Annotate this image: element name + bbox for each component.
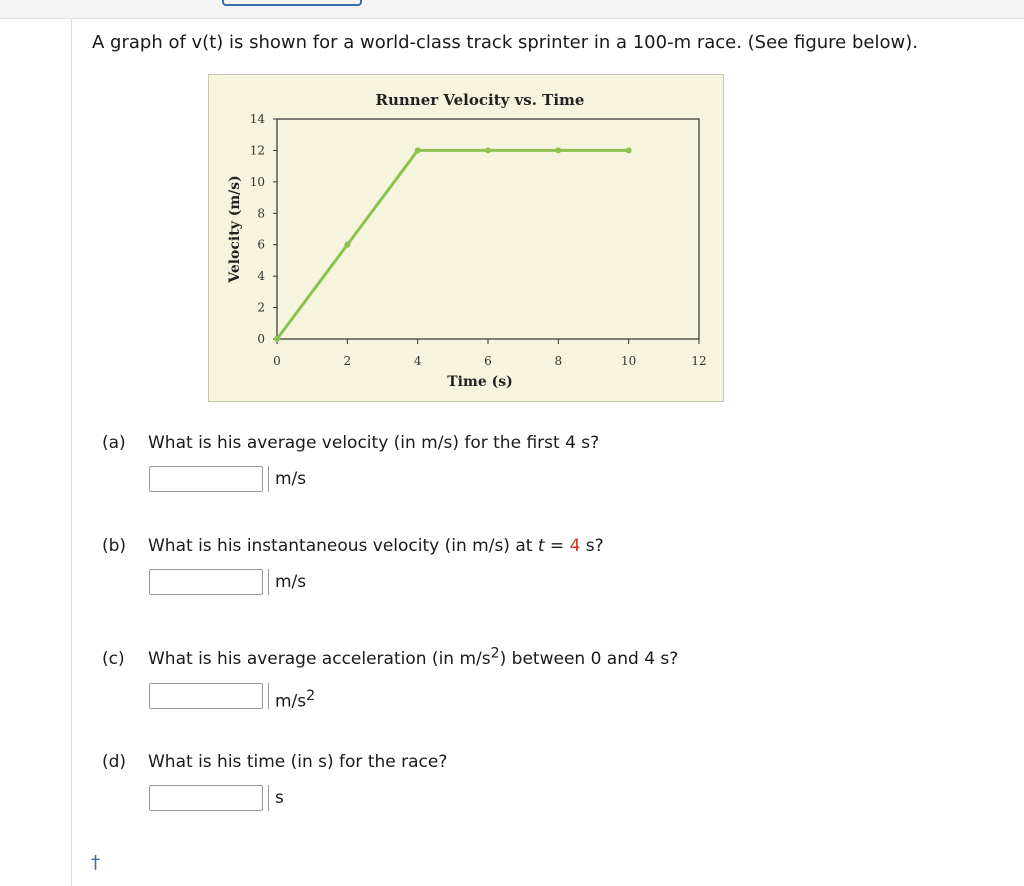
y-tick-label: 0 [257, 332, 265, 346]
left-divider [71, 19, 72, 886]
question-c-superscript: 2 [490, 645, 500, 661]
series-line [277, 150, 629, 339]
answer-b-input[interactable] [149, 569, 263, 595]
answer-b-unit: m/s [268, 569, 306, 595]
answer-a-unit: m/s [268, 466, 306, 492]
question-b-equals: = [544, 536, 570, 556]
question-d-label: (d) [102, 752, 127, 772]
question-c-text [148, 645, 679, 669]
answer-c-input[interactable] [149, 683, 263, 709]
question-b-text [148, 536, 604, 556]
x-tick-label: 8 [554, 354, 563, 368]
data-point [626, 147, 632, 153]
data-point [344, 242, 350, 248]
data-point [415, 147, 421, 153]
question-a-label: (a) [102, 433, 126, 453]
x-tick-label: 10 [621, 354, 637, 368]
question-b-text-after: s? [580, 536, 604, 556]
question-c-label: (c) [102, 648, 125, 669]
answer-d-input[interactable] [149, 785, 263, 811]
y-tick-label: 12 [249, 143, 265, 158]
x-tick-label: 4 [413, 354, 422, 368]
chart-title: Runner Velocity vs. Time [375, 91, 585, 109]
answer-c-unit-base: m/s [275, 691, 307, 712]
question-b-text-before: What is his instantaneous velocity (in m/s) at [148, 536, 538, 556]
question-d-text: What is his time (in s) for the race? [148, 752, 448, 772]
y-tick-label: 4 [257, 269, 265, 284]
question-c-text-before: What is his average acceleration (in m/s [148, 648, 491, 669]
footnote-dagger-icon[interactable]: † [91, 852, 100, 873]
question-c [102, 645, 678, 669]
question-b-time-value: 4 [569, 536, 581, 556]
x-tick-label: 2 [343, 354, 352, 368]
chart-svg [209, 75, 723, 401]
question-b-variable: t [537, 536, 545, 556]
data-point [274, 336, 280, 342]
answer-a-input[interactable] [149, 466, 263, 492]
answer-c-unit-superscript: 2 [306, 688, 316, 704]
question-a-text: What is his average velocity (in m/s) for the first 4 s? [148, 433, 600, 453]
answer-c-unit [268, 683, 316, 712]
x-axis-label: Time (s) [447, 374, 513, 390]
question-c-text-after: ) between 0 and 4 s? [499, 648, 679, 669]
data-point [485, 147, 491, 153]
y-tick-label: 14 [249, 112, 265, 126]
data-point [555, 147, 561, 153]
x-tick-label: 6 [484, 354, 492, 368]
velocity-chart [208, 74, 724, 402]
top-bar [0, 0, 1024, 19]
y-tick-label: 6 [257, 237, 265, 252]
question-b-label: (b) [102, 536, 127, 556]
top-tab[interactable] [222, 0, 362, 6]
y-tick-label: 10 [249, 174, 265, 189]
question-a [102, 433, 599, 453]
question-b [102, 536, 604, 556]
y-tick-label: 2 [257, 300, 265, 315]
problem-intro: A graph of v(t) is shown for a world-class track sprinter in a 100-m race. (See figure below). [92, 32, 918, 53]
x-tick-label: 0 [273, 354, 281, 368]
y-tick-label: 8 [257, 206, 265, 221]
x-tick-label: 12 [691, 354, 707, 368]
y-axis-label: Velocity (m/s) [227, 175, 243, 283]
answer-d-unit: s [268, 785, 284, 811]
question-d [102, 752, 447, 772]
